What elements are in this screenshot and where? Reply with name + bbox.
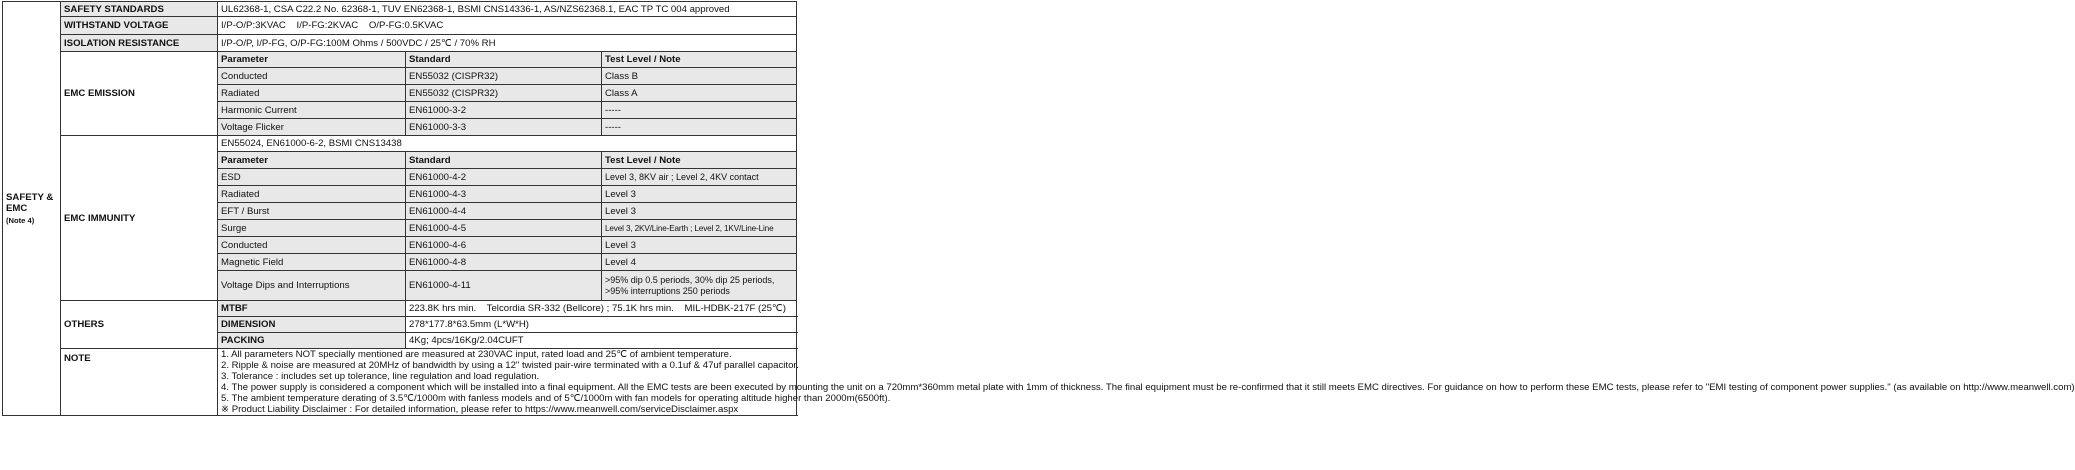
mtbf-label: MTBF — [218, 301, 406, 317]
withstand-voltage-value: I/P-O/P:3KVAC I/P-FG:2KVAC O/P-FG:0.5KVAC — [218, 17, 797, 35]
dimension-label: DIMENSION — [218, 317, 406, 333]
immunity-header-parameter: Parameter — [218, 152, 406, 169]
table-row: Conducted EN55032 (CISPR32) Class B — [3, 68, 797, 85]
safety-standards-value: UL62368-1, CSA C22.2 No. 62368-1, TUV EN62368-1, BSMI CNS14336-1, AS/NZS62368.1, EAC TP TC 004 approved — [218, 2, 797, 17]
emc-immunity-label: EMC IMMUNITY — [61, 136, 218, 301]
packing-value: 4Kg; 4pcs/16Kg/2.04CUFT — [406, 333, 797, 349]
note-item: 4. The power supply is considered a component which will be installed into a final equipment. All the EMC tests are been executed by mounting the unit on a 720mm*360mm metal plate with 1mm of thickness. The final equipment must be re-confirmed that it still meets EMC directives. For guidance on how to perform these EMC tests, please refer to "EMI testing of component power supplies." (as available on http://www.meanwell.com) — [221, 382, 2075, 393]
note-item: 2. Ripple & noise are measured at 20MHz of bandwidth by using a 12" twisted pair-wire terminated with a 0.1uf & 47uf parallel capacitor. — [221, 360, 799, 371]
immunity-header-note: Test Level / Note — [602, 152, 797, 169]
category-note: NOTE — [61, 349, 218, 416]
table-row: ESD EN61000-4-2 Level 3, 8KV air ; Level 2, 4KV contact — [3, 169, 797, 186]
note-item: 5. The ambient temperature derating of 3.5℃/1000m with fanless models and of 5℃/1000m with fan models for operating altitude higher than 2000m(6500ft). — [221, 393, 891, 404]
category-safety-emc: SAFETY & EMC (Note 4) — [3, 2, 61, 416]
specification-table — [2, 1, 2075, 416]
row-withstand-voltage — [3, 17, 797, 35]
isolation-resistance-label: ISOLATION RESISTANCE — [61, 35, 218, 52]
row-safety-standards — [3, 2, 797, 17]
notes-list — [218, 349, 2075, 416]
table-row: Magnetic Field EN61000-4-8 Level 4 — [3, 254, 797, 271]
table-row: Radiated EN55032 (CISPR32) Class A — [3, 85, 797, 102]
emission-header-note: Test Level / Note — [602, 52, 797, 68]
note-item: 3. Tolerance : includes set up tolerance, line regulation and load regulation. — [221, 371, 540, 382]
table-row: Radiated EN61000-4-3 Level 3 — [3, 186, 797, 203]
row-mtbf — [3, 301, 797, 317]
emc-emission-label: EMC EMISSION — [61, 52, 218, 136]
isolation-resistance-value: I/P-O/P, I/P-FG, O/P-FG:100M Ohms / 500VDC / 25℃ / 70% RH — [218, 35, 797, 52]
table-row: Conducted EN61000-4-6 Level 3 — [3, 237, 797, 254]
mtbf-value: 223.8K hrs min. Telcordia SR-332 (Bellcore) ; 75.1K hrs min. MIL-HDBK-217F (25℃) — [406, 301, 797, 317]
withstand-voltage-label: WITHSTAND VOLTAGE — [61, 17, 218, 35]
spec-sheet — [2, 1, 2075, 467]
table-row: Voltage Dips and Interruptions EN61000-4-11 >95% dip 0.5 periods, 30% dip 25 periods, >95% interruptions 250 periods — [3, 271, 797, 301]
emission-header-standard: Standard — [406, 52, 602, 68]
table-row: Surge EN61000-4-5 Level 3, 2KV/Line-Earth ; Level 2, 1KV/Line-Line — [3, 220, 797, 237]
emission-header-parameter: Parameter — [218, 52, 406, 68]
row-isolation-resistance — [3, 35, 797, 52]
table-row: Voltage Flicker EN61000-3-3 ----- — [3, 119, 797, 136]
immunity-header-standard: Standard — [406, 152, 602, 169]
note-item: ※ Product Liability Disclaimer : For detailed information, please refer to https://www.meanwell.com/serviceDisclaimer.aspx — [221, 404, 739, 415]
category-others: OTHERS — [61, 301, 218, 349]
immunity-intro: EN55024, EN61000-6-2, BSMI CNS13438 — [218, 136, 797, 152]
immunity-intro-row — [3, 136, 797, 152]
table-row: Harmonic Current EN61000-3-2 ----- — [3, 102, 797, 119]
safety-standards-label: SAFETY STANDARDS — [61, 2, 218, 17]
dimension-value: 278*177.8*63.5mm (L*W*H) — [406, 317, 797, 333]
packing-label: PACKING — [218, 333, 406, 349]
emission-header-row — [3, 52, 797, 68]
note-item: 1. All parameters NOT specially mentioned are measured at 230VAC input, rated load and 25℃ of ambient temperature. — [221, 349, 732, 360]
table-row: EFT / Burst EN61000-4-4 Level 3 — [3, 203, 797, 220]
row-notes — [3, 349, 797, 416]
